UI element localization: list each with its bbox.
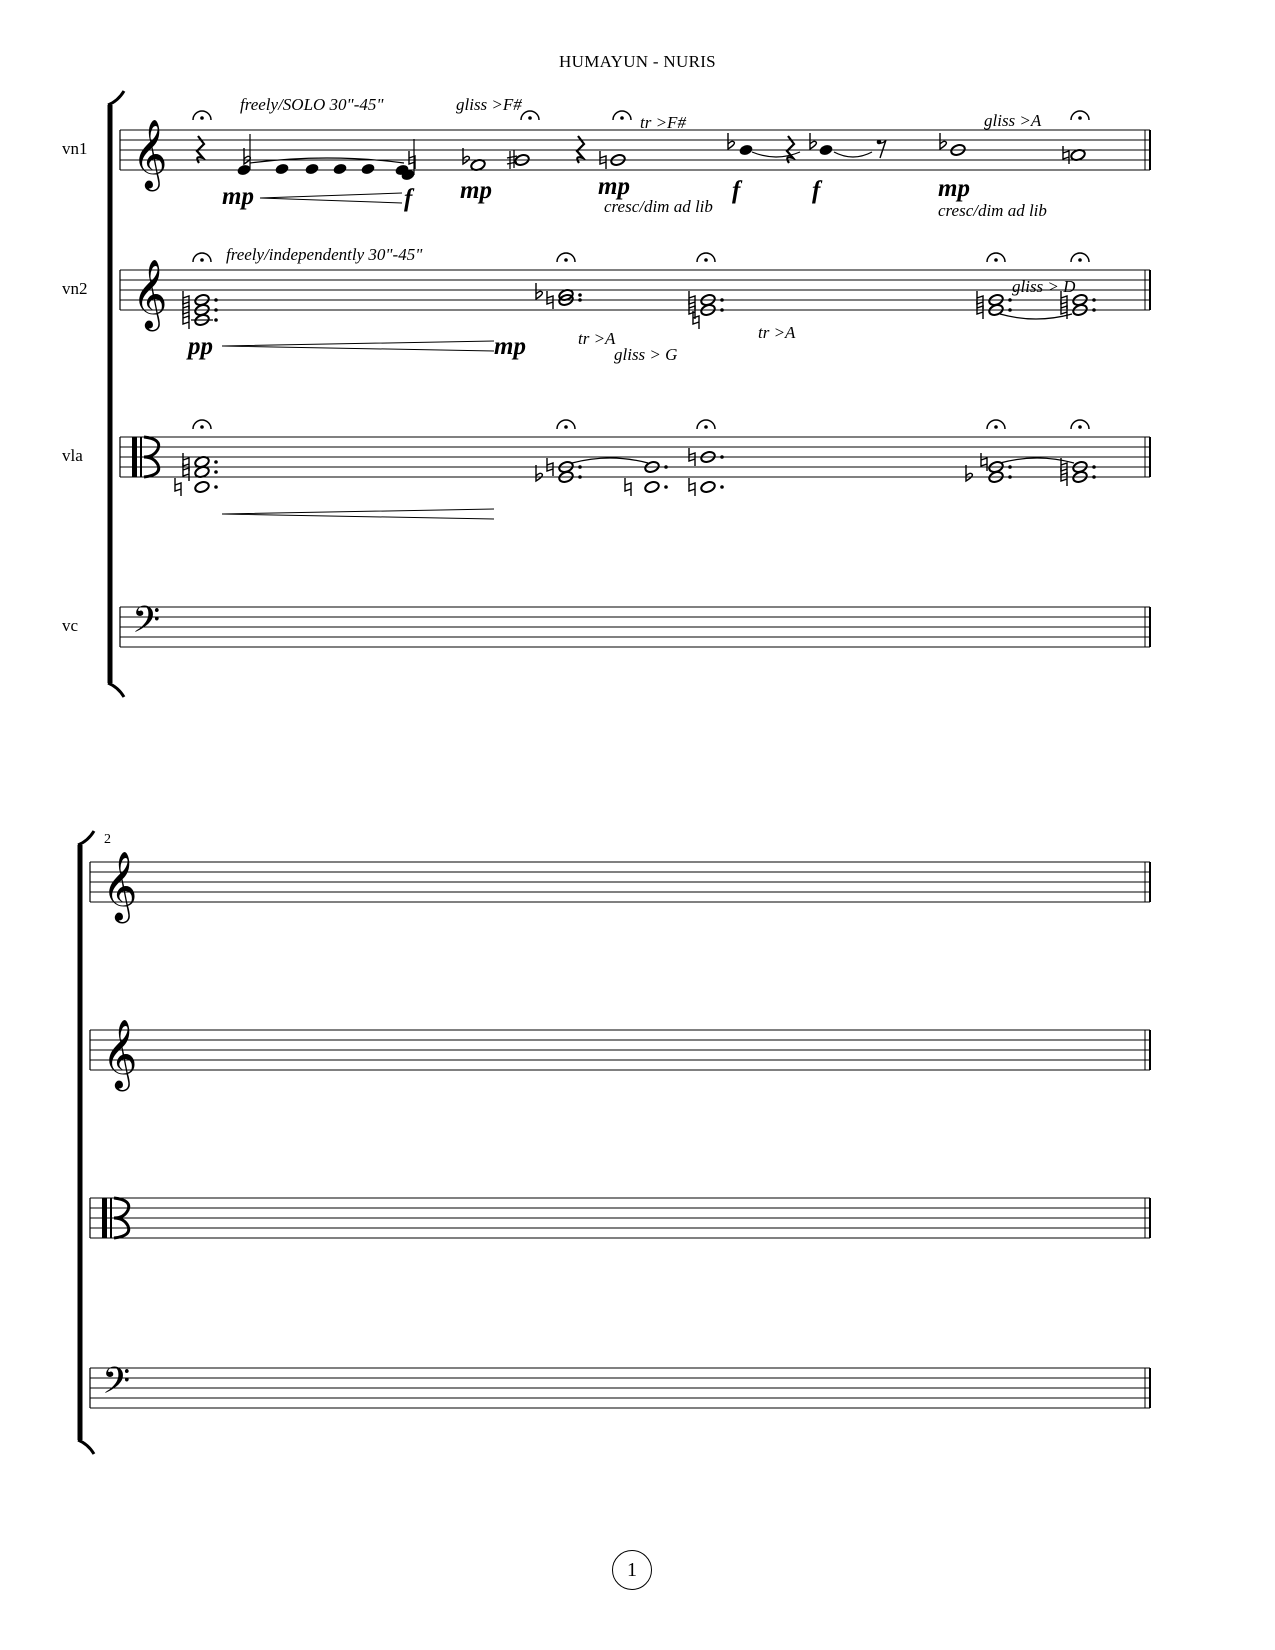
augmentation-dot xyxy=(578,465,582,469)
augmentation-dot xyxy=(1008,308,1012,312)
page-title: HUMAYUN - NURIS xyxy=(559,52,716,71)
augmentation-dot xyxy=(578,475,582,479)
slur xyxy=(1000,458,1074,463)
treble-clef: 𝄞 xyxy=(102,851,138,921)
augmentation-dot xyxy=(578,298,582,302)
augmentation-dot xyxy=(214,298,218,302)
dynamic-marking: mp xyxy=(222,183,254,210)
performance-instruction: tr >A xyxy=(578,329,616,348)
bracket-hook-top xyxy=(108,91,124,105)
whole-note xyxy=(644,480,660,493)
flat-sign xyxy=(728,133,734,149)
whole-note xyxy=(194,480,210,493)
instrument-name: vn1 xyxy=(62,139,88,158)
fermata-dot xyxy=(1078,425,1082,429)
bracket-hook-top xyxy=(78,831,94,845)
performance-instruction: cresc/dim ad lib xyxy=(938,201,1047,220)
natural-sign xyxy=(175,478,181,496)
treble-clef: 𝄞 xyxy=(132,259,168,329)
bracket-hook-bottom xyxy=(108,683,124,697)
flat-sign xyxy=(940,133,946,149)
augmentation-dot xyxy=(664,465,668,469)
natural-sign xyxy=(693,311,699,329)
fermata-dot xyxy=(200,425,204,429)
dynamic-marking: mp xyxy=(494,333,526,360)
fermata-dot xyxy=(200,116,204,120)
fermata-dot xyxy=(994,425,998,429)
performance-instruction: cresc/dim ad lib xyxy=(604,197,713,216)
augmentation-dot xyxy=(664,485,668,489)
eighth-rest-stem xyxy=(878,140,886,158)
augmentation-dot xyxy=(720,308,724,312)
augmentation-dot xyxy=(578,293,582,297)
fermata-dot xyxy=(704,258,708,262)
dynamic-marking: f xyxy=(404,185,413,212)
augmentation-dot xyxy=(214,308,218,312)
fermata-dot xyxy=(1078,116,1082,120)
fermata-dot xyxy=(528,116,532,120)
crescendo-hairpin xyxy=(222,509,494,519)
performance-instruction: gliss > D xyxy=(1012,277,1076,296)
dynamic-marking: f xyxy=(812,177,821,204)
alto-clef-bar xyxy=(132,437,137,477)
augmentation-dot xyxy=(720,298,724,302)
augmentation-dot xyxy=(214,318,218,322)
natural-sign xyxy=(625,478,631,496)
fermata-dot xyxy=(620,116,624,120)
augmentation-dot xyxy=(1008,475,1012,479)
crescendo-hairpin xyxy=(222,341,494,351)
performance-instruction: tr >A xyxy=(758,323,796,342)
bracket-hook-bottom xyxy=(78,1440,94,1454)
filled-note xyxy=(738,143,753,156)
augmentation-dot xyxy=(214,470,218,474)
dynamic-marking: mp xyxy=(598,173,630,200)
alto-clef-thin-bar xyxy=(110,1198,112,1238)
slur xyxy=(1000,314,1072,319)
alto-clef-thin-bar xyxy=(140,437,142,477)
performance-instruction: gliss > G xyxy=(614,345,678,364)
filled-note xyxy=(274,162,289,175)
instrument-name: vn2 xyxy=(62,279,88,298)
alto-clef-bar xyxy=(102,1198,107,1238)
filled-note xyxy=(332,162,347,175)
treble-clef: 𝄞 xyxy=(132,119,168,189)
augmentation-dot xyxy=(720,455,724,459)
natural-sign xyxy=(981,453,987,471)
performance-instruction: gliss >F# xyxy=(456,95,522,114)
slur xyxy=(834,152,872,157)
performance-instruction: tr >F# xyxy=(640,113,686,132)
flat-sign xyxy=(536,283,542,299)
natural-sign xyxy=(689,478,695,496)
measure-number: 2 xyxy=(104,832,111,847)
performance-instruction: gliss >A xyxy=(984,111,1042,130)
augmentation-dot xyxy=(720,485,724,489)
augmentation-dot xyxy=(1092,298,1096,302)
filled-note xyxy=(304,162,319,175)
fermata-dot xyxy=(704,425,708,429)
fermata-dot xyxy=(200,258,204,262)
performance-instruction: freely/SOLO 30"-45" xyxy=(240,95,384,114)
bass-clef: 𝄢 xyxy=(102,1360,131,1411)
fermata-dot xyxy=(564,258,568,262)
dynamic-marking: pp xyxy=(188,333,213,360)
fermata-dot xyxy=(564,425,568,429)
staves-layer xyxy=(78,91,1150,1454)
treble-clef: 𝄞 xyxy=(102,1019,138,1089)
augmentation-dot xyxy=(1092,308,1096,312)
fermata-dot xyxy=(994,258,998,262)
instrument-name: vla xyxy=(62,446,83,465)
instrument-name: vc xyxy=(62,616,79,635)
augmentation-dot xyxy=(1092,465,1096,469)
filled-note xyxy=(360,162,375,175)
filled-note xyxy=(818,143,833,156)
whole-note xyxy=(700,480,716,493)
fermata-dot xyxy=(1078,258,1082,262)
augmentation-dot xyxy=(1008,465,1012,469)
performance-instruction: freely/independently 30"-45" xyxy=(226,245,423,264)
crescendo-hairpin xyxy=(260,193,402,203)
bass-clef: 𝄢 xyxy=(132,599,161,650)
dynamic-marking: f xyxy=(732,177,741,204)
augmentation-dot xyxy=(214,460,218,464)
dynamic-marking: mp xyxy=(460,177,492,204)
augmentation-dot xyxy=(1008,298,1012,302)
page-number: 1 xyxy=(612,1550,652,1590)
flat-sign xyxy=(810,133,816,149)
dynamic-marking: mp xyxy=(938,175,970,202)
notes-layer xyxy=(175,111,1096,519)
augmentation-dot xyxy=(1092,475,1096,479)
augmentation-dot xyxy=(214,485,218,489)
slur xyxy=(572,458,648,463)
filled-note xyxy=(236,163,251,176)
natural-sign xyxy=(1063,146,1069,164)
